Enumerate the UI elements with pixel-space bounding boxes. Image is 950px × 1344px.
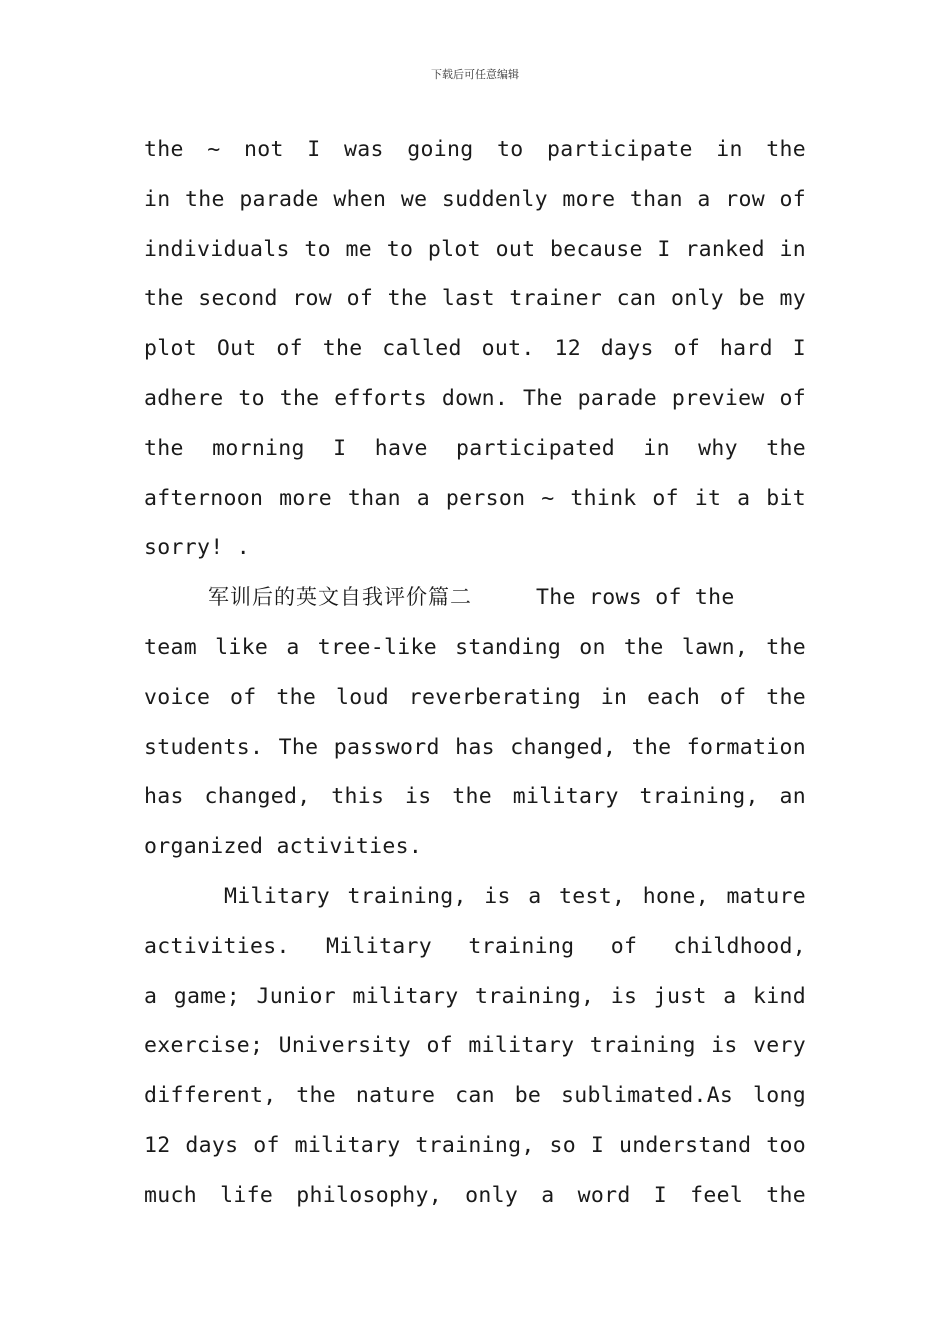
text-line: in the parade when we suddenly more than a row of	[144, 186, 806, 212]
page-header: 下载后可任意编辑	[431, 68, 519, 81]
text-line: much life philosophy, only a word I feel the	[144, 1182, 806, 1208]
text-line: students. The password has changed, the formation	[144, 734, 806, 760]
text-line: afternoon more than a person ~ think of it a bit	[144, 485, 806, 511]
text-line: the ~ not I was going to participate in the	[144, 137, 806, 162]
text-line: different, the nature can be sublimated.As long	[144, 1083, 806, 1109]
text-line-fragment: The rows of the	[536, 585, 735, 611]
text-line: voice of the loud reverberating in each of the	[144, 684, 806, 710]
section-heading-line	[144, 573, 806, 623]
text-line: adhere to the efforts down. The parade preview of	[144, 385, 806, 411]
text-line: activities. Military training of childhood,	[144, 933, 806, 959]
text-line: exercise; University of military training is very	[144, 1033, 806, 1059]
text-line: the second row of the last trainer can only be my	[144, 286, 806, 312]
text-line: a game; Junior military training, is just a kind	[144, 983, 806, 1009]
text-line: organized activities.	[144, 834, 423, 860]
text-line: has changed, this is the military training, an	[144, 784, 806, 810]
text-line: team like a tree-like standing on the lawn, the	[144, 634, 806, 660]
text-line: 12 days of military training, so I understand too	[144, 1132, 806, 1158]
text-line: the morning I have participated in why the	[144, 435, 806, 461]
text-line: plot Out of the called out. 12 days of hard I	[144, 336, 806, 362]
text-line: individuals to me to plot out because I ranked in	[144, 236, 806, 262]
text-line: Military training, is a test, hone, mature	[224, 883, 806, 909]
section-heading: 军训后的英文自我评价篇二	[208, 585, 472, 610]
document-body	[144, 125, 806, 1221]
text-line: sorry! .	[144, 535, 250, 561]
